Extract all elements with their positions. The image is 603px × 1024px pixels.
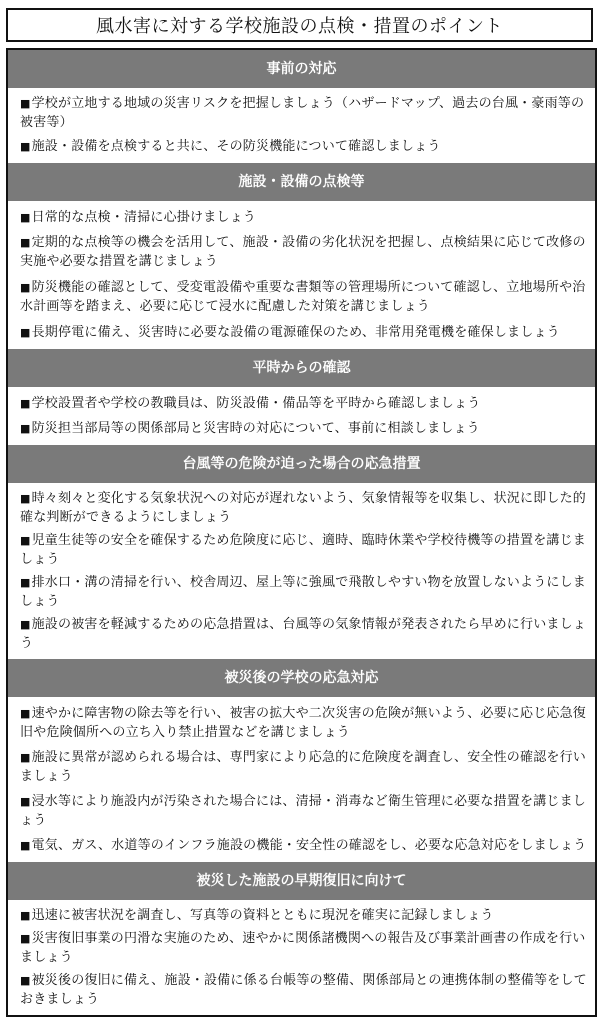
list-item — [20, 137, 587, 156]
list-item — [20, 94, 587, 132]
list-item — [20, 836, 587, 855]
section-body-post-disaster-response — [8, 697, 595, 862]
bullet-icon: ■ — [20, 97, 31, 111]
list-item — [20, 208, 587, 227]
bullet-icon: ■ — [20, 794, 31, 808]
item-text: 被災後の復旧に備え、施設・設備に係る台帳等の整備、関係部局との連携体制の整備等をしておきましょう — [20, 973, 587, 1007]
section-header-emergency-measures: 台風等の危険が迫った場合の応急措置 — [8, 445, 595, 483]
list-item — [20, 233, 587, 271]
item-text: 学校設置者や学校の教職員は、防災設備・備品等を平時から確認しましょう — [31, 395, 481, 411]
bullet-icon: ■ — [20, 140, 31, 154]
bullet-icon: ■ — [20, 575, 31, 589]
list-item — [20, 489, 587, 527]
list-item — [20, 748, 587, 786]
bullet-icon: ■ — [20, 838, 31, 852]
list-item — [20, 394, 587, 413]
list-item — [20, 704, 587, 742]
item-text: 施設に異常が認められる場合は、専門家により応急的に危険度を調査し、安全性の確認を行いましょう — [20, 749, 586, 784]
list-item — [20, 929, 587, 967]
section-body-pre-disaster — [8, 88, 595, 163]
bullet-icon: ■ — [20, 909, 31, 922]
item-text: 浸水等により施設内が汚染された場合には、清掃・消毒など衛生管理に必要な措置を講じましょう — [20, 793, 586, 828]
list-item — [20, 323, 587, 342]
item-text: 防災担当部局等の関係部局と災害時の対応について、事前に相談しましょう — [31, 420, 480, 436]
item-text: 施設・設備を点検すると共に、その防災機能について確認しましょう — [31, 139, 441, 155]
item-text: 防災機能の確認として、受変電設備や重要な書類等の管理場所について確認し、立地場所や治水計画等を踏まえ、必要に応じて浸水に配慮した対策を講じましょう — [20, 280, 586, 315]
bullet-icon: ■ — [20, 617, 31, 631]
bullet-icon: ■ — [20, 932, 31, 945]
item-text: 電気、ガス、水道等のインフラ施設の機能・安全性の確認をし、必要な応急対応をしましょう — [31, 837, 587, 853]
list-item — [20, 573, 587, 611]
list-item — [20, 906, 587, 925]
checklist-panel — [6, 48, 597, 1017]
item-text: 速やかに障害物の除去等を行い、被害の拡大や二次災害の危険が無いよう、必要に応じ応急復旧や危険個所への立ち入り禁止措置などを講じましょう — [20, 705, 586, 740]
bullet-icon: ■ — [20, 974, 31, 987]
list-item — [20, 792, 587, 830]
bullet-icon: ■ — [20, 421, 31, 435]
item-text: 日常的な点検・清掃に心掛けましょう — [31, 209, 256, 225]
item-text: 排水口・溝の清掃を行い、校舎周辺、屋上等に強風で飛散しやすい物を放置しないようにしましょう — [20, 574, 586, 609]
item-text: 時々刻々と変化する気象状況への対応が遅れないよう、気象情報等を収集し、状況に即した的確な判断ができるようにしましょう — [20, 490, 586, 525]
section-body-inspection — [8, 201, 595, 349]
item-text: 児童生徒等の安全を確保するため危険度に応じ、適時、臨時休業や学校待機等の措置を講じましょう — [20, 532, 586, 567]
bullet-icon: ■ — [20, 706, 31, 720]
document-title: 風水害に対する学校施設の点検・措置のポイント — [6, 8, 593, 42]
section-body-emergency-measures — [8, 483, 595, 659]
section-header-inspection: 施設・設備の点検等 — [8, 163, 595, 201]
list-item — [20, 531, 587, 569]
item-text: 施設の被害を軽減するための応急措置は、台風等の気象情報が発表されたら早めに行いましょう — [20, 616, 586, 651]
list-item — [20, 615, 587, 653]
bullet-icon: ■ — [20, 281, 31, 295]
list-item — [20, 419, 587, 438]
bullet-icon: ■ — [20, 325, 31, 339]
list-item — [20, 971, 587, 1009]
bullet-icon: ■ — [20, 750, 31, 764]
section-header-early-recovery: 被災した施設の早期復旧に向けて — [8, 862, 595, 900]
item-text: 迅速に被害状況を調査し、写真等の資料とともに現況を確実に記録しましょう — [31, 908, 494, 923]
section-body-early-recovery — [8, 900, 595, 1015]
bullet-icon: ■ — [20, 491, 31, 505]
bullet-icon: ■ — [20, 396, 31, 410]
bullet-icon: ■ — [20, 210, 31, 224]
item-text: 学校が立地する地域の災害リスクを把握しましょう（ハザードマップ、過去の台風・豪雨等の被害等） — [20, 96, 585, 131]
bullet-icon: ■ — [20, 236, 31, 250]
section-header-post-disaster-response: 被災後の学校の応急対応 — [8, 659, 595, 697]
list-item — [20, 278, 587, 316]
bullet-icon: ■ — [20, 533, 31, 547]
item-text: 長期停電に備え、災害時に必要な設備の電源確保のため、非常用発電機を確保しましょう — [31, 324, 560, 340]
section-body-routine-check — [8, 387, 595, 445]
item-text: 災害復旧事業の円滑な実施のため、速やかに関係諸機関への報告及び事業計画書の作成を行いましょう — [20, 931, 586, 965]
section-header-pre-disaster: 事前の対応 — [8, 50, 595, 88]
item-text: 定期的な点検等の機会を活用して、施設・設備の劣化状況を把握し、点検結果に応じて改修の実施や必要な措置を講じましょう — [20, 235, 586, 270]
section-header-routine-check: 平時からの確認 — [8, 349, 595, 387]
